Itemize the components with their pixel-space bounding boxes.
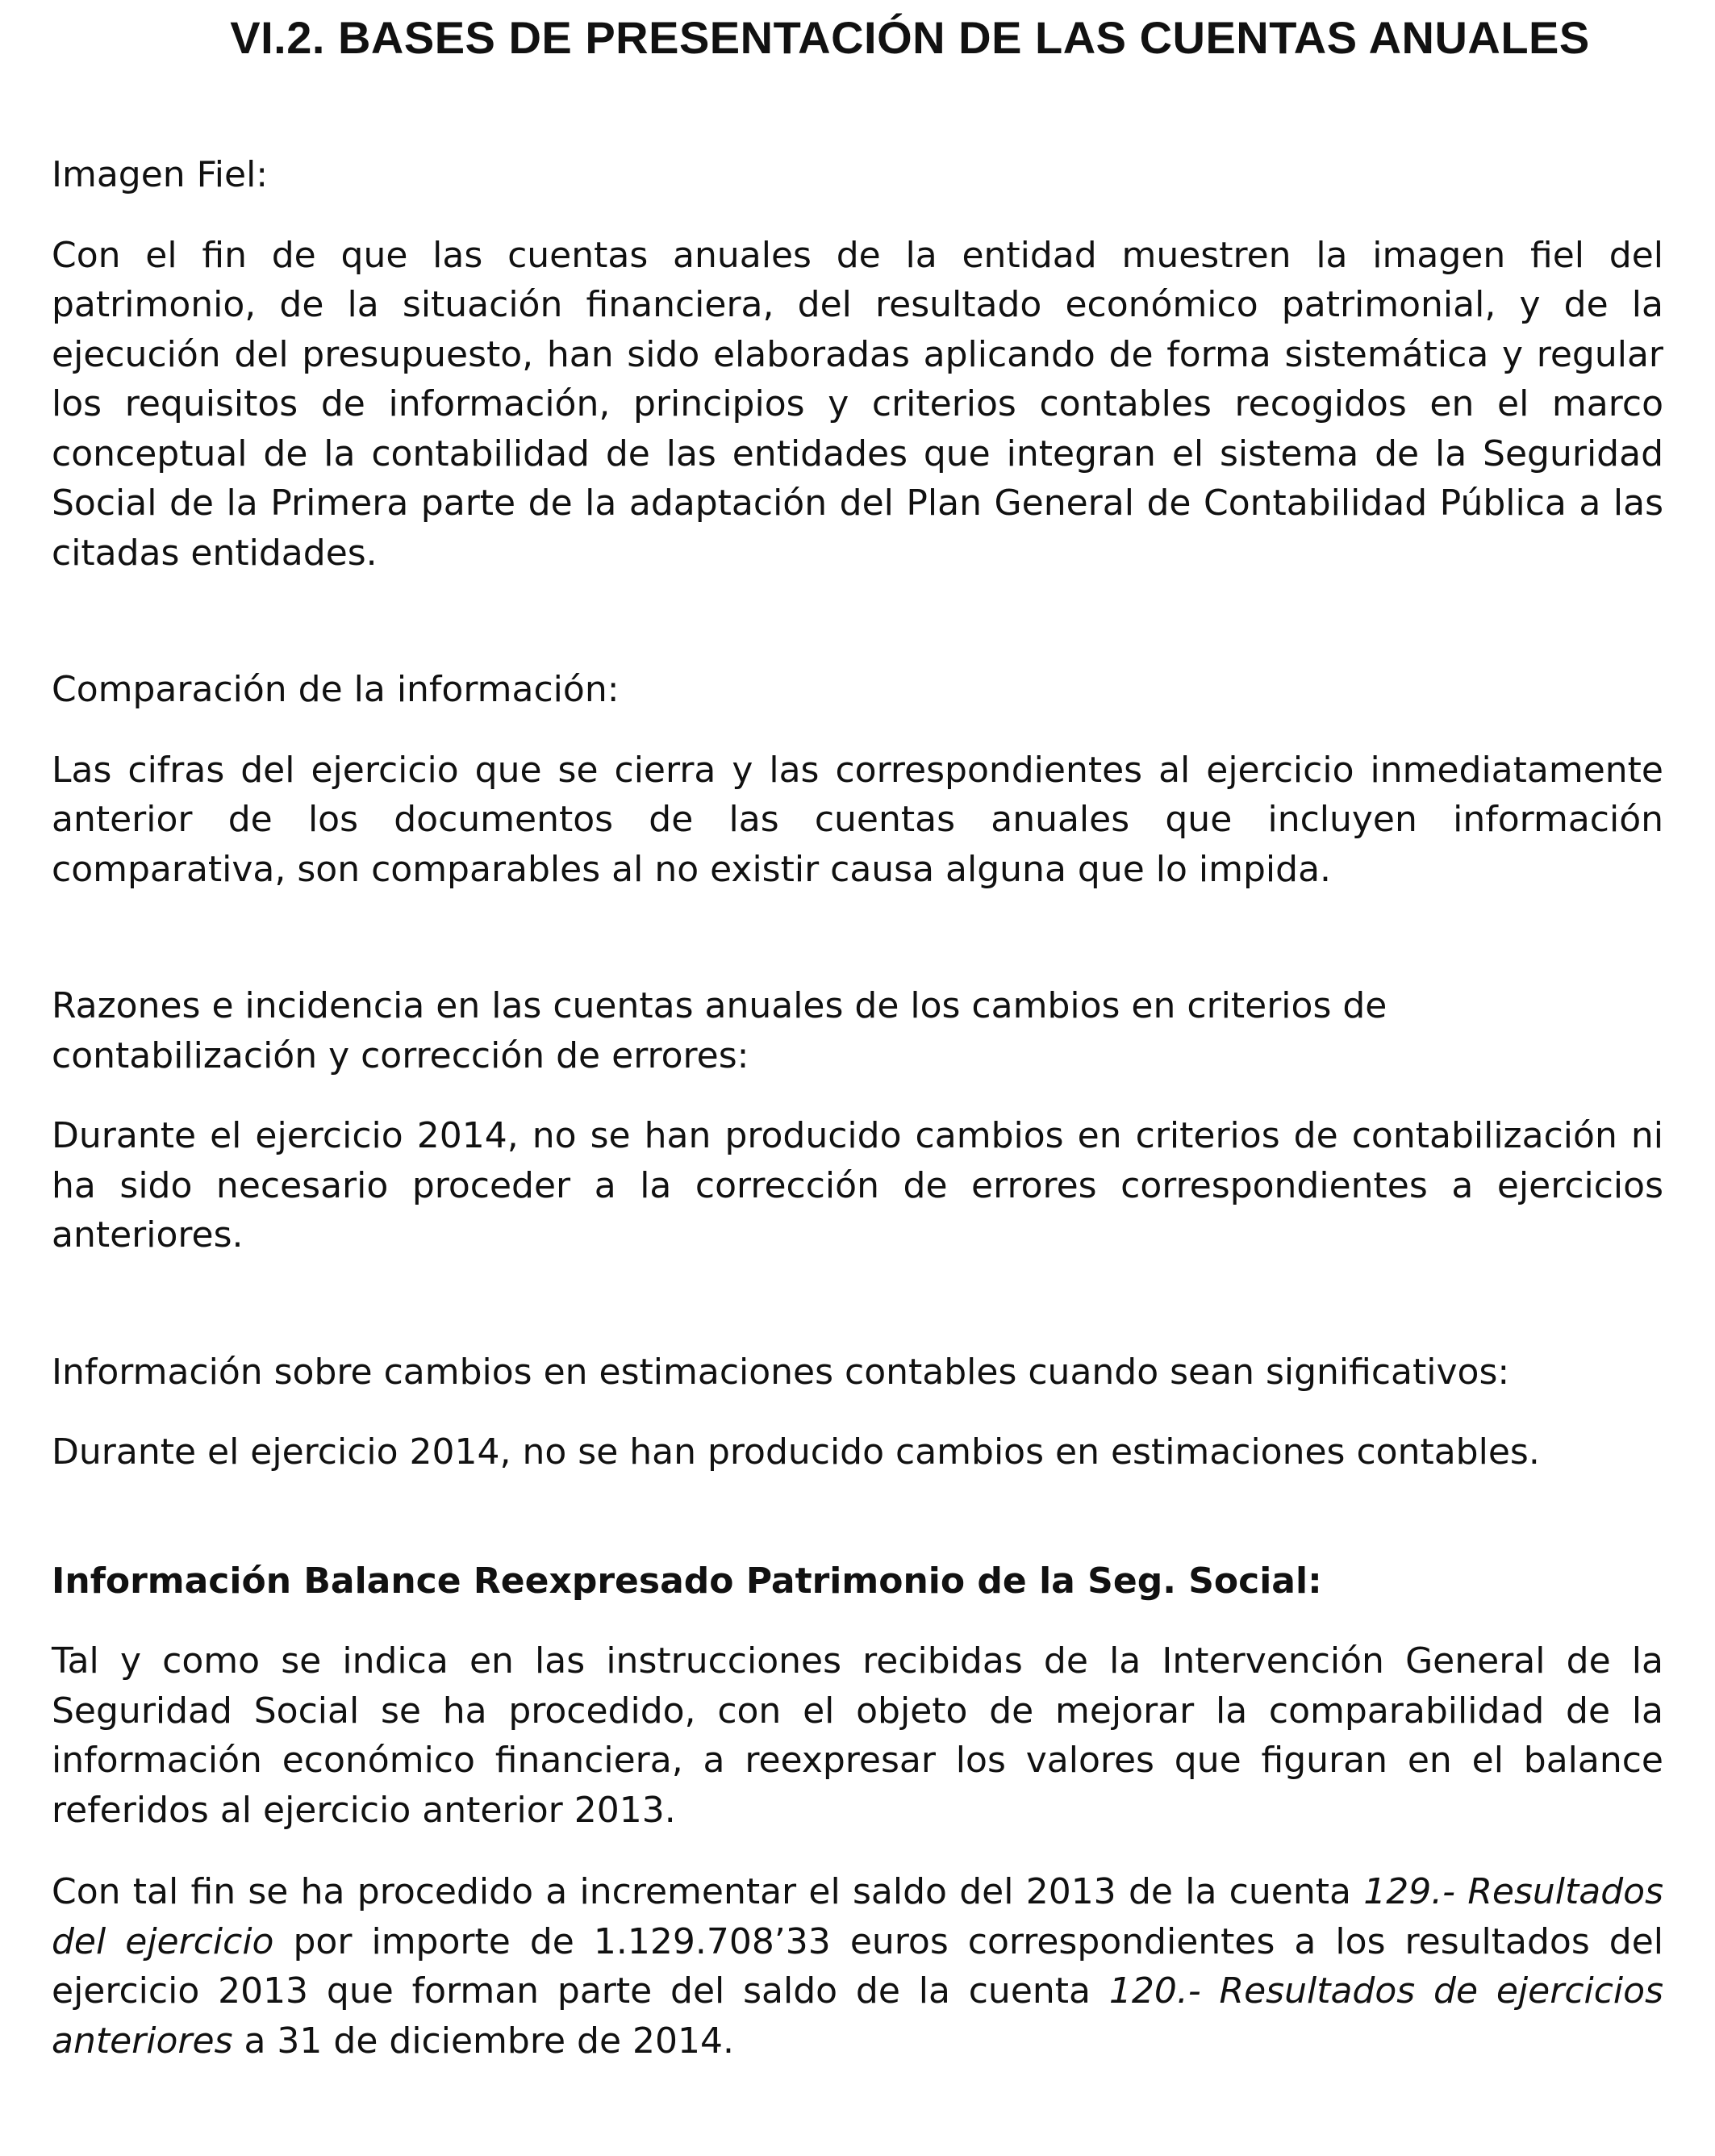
section-paragraph-comparacion: Las cifras del ejercicio que se cierra y las correspondientes al ejercicio inmediatamente anterior de los documentos de las cuentas anuales que incluyen información comparativa, son comparables al no existir causa alguna que lo impida. <box>52 749 1663 890</box>
section-paragraph-estimaciones: Durante el ejercicio 2014, no se han producido cambios en estimaciones contables. <box>52 1431 1540 1473</box>
section-label-estimaciones: Información sobre cambios en estimaciones contables cuando sean significativos: <box>52 1351 1510 1393</box>
section-paragraph-imagen-fiel: Con el fin de que las cuentas anuales de la entidad muestren la imagen fiel del patrimonio, de la situación financiera, del resultado económico patrimonial, y de la ejecución del presupuesto, han sido elaboradas aplicando de forma sistemática y regular los requisitos de información, principios y criterios contables recogidos en el marco conceptual de la contabilidad de las entidades que integran el sistema de la Seguridad Social de la Primera parte de la adaptación del Plan General de Contabilidad Pública a las citadas entidades. <box>52 234 1663 574</box>
page-title: VI.2. BASES DE PRESENTACIÓN DE LAS CUENTAS ANUALES <box>230 12 1590 63</box>
account-120-reference: 120.- Resultados de ejercicios anteriores <box>52 1970 1663 2062</box>
paragraph-text-segment: por importe de 1.129.708’33 euros correspondientes a los resultados del ejercicio 2013 que forman parte del saldo de la cuenta <box>52 1920 1664 2012</box>
section-paragraph-cambios-criterios: Durante el ejercicio 2014, no se han producido cambios en criterios de contabilización ni ha sido necesario proceder a la corrección de errores correspondientes a ejercicios anteriores. <box>52 1115 1663 1256</box>
paragraph-text-segment: Con tal fin se ha procedido a incrementar el saldo del 2013 de la cuenta <box>52 1871 1364 1912</box>
account-129-reference: 129.- Resultados del ejercicio <box>52 1871 1663 1962</box>
document-page <box>52 0 1663 2066</box>
section-label-balance-reexpresado: Información Balance Reexpresado Patrimonio de la Seg. Social: <box>52 1560 1322 1602</box>
section-label-cambios-criterios: Razones e incidencia en las cuentas anuales de los cambios en criterios de contabilización y corrección de errores: <box>52 985 1387 1076</box>
section-label-imagen-fiel: Imagen Fiel: <box>52 154 269 195</box>
section-paragraph-balance-reexpresado: Tal y como se indica en las instrucciones recibidas de la Intervención General de la Seguridad Social se ha procedido, con el objeto de mejorar la comparabilidad de la información económico financiera, a reexpresar los valores que figuran en el balance referidos al ejercicio anterior 2013. <box>52 1640 1663 1831</box>
section-paragraph-incremento-saldo <box>52 1867 1663 2066</box>
paragraph-text-segment: a 31 de diciembre de 2014. <box>232 2020 734 2062</box>
section-label-comparacion: Comparación de la información: <box>52 669 620 710</box>
